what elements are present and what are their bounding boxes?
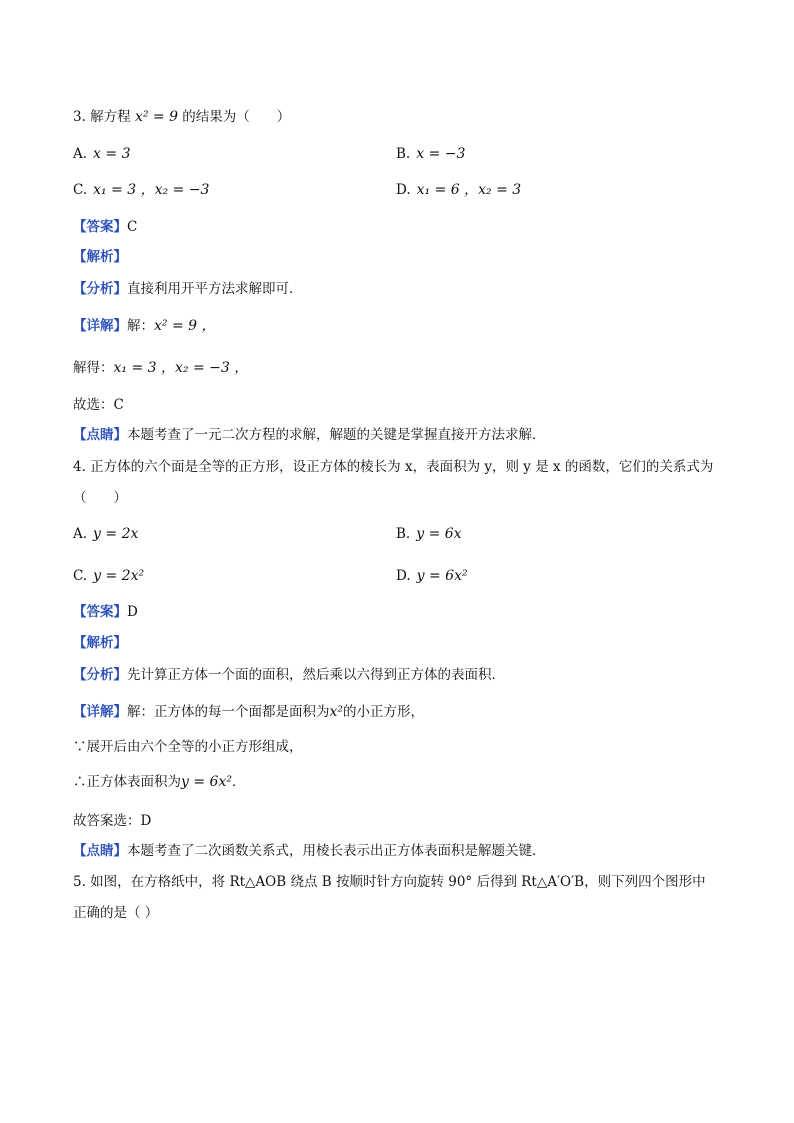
- q3-dianjing: [73, 426, 546, 444]
- q3-jiede-math: x₁ = 3 ，x₂ = −3 ，: [113, 360, 249, 376]
- q4-because: [73, 738, 303, 756]
- q3-option-a-text: x = 3: [93, 146, 131, 162]
- q3-fenxi-tag: 【分析】: [73, 281, 127, 297]
- q3-option-b-text: x = −3: [416, 146, 466, 162]
- q4-option-b: [396, 525, 462, 543]
- q3-fenxi: [73, 280, 303, 298]
- q3-option-b-label: B.: [396, 146, 411, 162]
- q4-dianjing: [73, 842, 546, 860]
- q3-jiede: [73, 359, 248, 377]
- q3-xiangjie: [73, 317, 216, 335]
- q3-answer-value: C: [127, 219, 138, 235]
- q3-option-d-label: D.: [396, 182, 411, 198]
- q3-option-c: [73, 181, 209, 199]
- q4-option-d-label: D.: [396, 568, 411, 584]
- q4-xiangjie-tag: 【详解】: [73, 704, 127, 720]
- q3-choice: [73, 396, 124, 414]
- q4-fenxi: [73, 666, 505, 684]
- q4-option-a-text: y = 2x: [93, 526, 139, 542]
- q3-stem: [73, 108, 290, 126]
- q4-option-b-label: B.: [396, 526, 411, 542]
- q4-stem-line1: [73, 458, 713, 476]
- q5-stem-text-2: 正确的是（ ）: [73, 905, 159, 921]
- q3-xiangjie-pre: 解：: [127, 318, 154, 334]
- q5-stem-text-1: 5. 如图，在方格纸中，将 Rt△AOB 绕点 B 按顺时针方向旋转 90° 后得到 Rt△A′O′B，则下列四个图形中: [73, 874, 706, 890]
- q4-xiangjie-math: x²: [329, 704, 344, 720]
- q3-answer: [73, 218, 137, 236]
- q4-choice-text: 故答案选：D: [73, 813, 152, 829]
- q4-therefore-post: ．: [231, 774, 246, 790]
- q3-option-a: [73, 145, 130, 163]
- q4-option-a: [73, 525, 138, 543]
- q3-option-d-text: x₁ = 6 ，x₂ = 3: [416, 182, 522, 198]
- q3-xiangjie-tag: 【详解】: [73, 318, 127, 334]
- q4-xiangjie-pre: 解：正方体的每一个面都是面积为: [127, 704, 330, 720]
- q4-stem-text-1: 4. 正方体的六个面是全等的正方形，设正方体的棱长为 x，表面积为 y，则 y 是 x 的函数，它们的关系式为: [73, 459, 714, 475]
- q4-stem-text-2: （ ）: [73, 490, 127, 506]
- q4-option-c: [73, 567, 144, 585]
- q4-analysis-tag: 【解析】: [73, 635, 127, 651]
- q4-therefore-pre: ∴正方体表面积为: [73, 774, 181, 790]
- q4-therefore-math: y = 6x²: [181, 774, 232, 790]
- q4-answer-tag: 【答案】: [73, 604, 127, 620]
- q4-option-b-text: y = 6x: [416, 526, 462, 542]
- q3-stem-math: x² = 9: [134, 109, 179, 125]
- q4-dianjing-tag: 【点睛】: [73, 843, 127, 859]
- q3-option-c-label: C.: [73, 182, 88, 198]
- q4-xiangjie-post: 的小正方形，: [343, 704, 425, 720]
- q3-answer-tag: 【答案】: [73, 219, 127, 235]
- q4-option-c-text: y = 2x²: [93, 568, 145, 584]
- q3-stem-pre: 3. 解方程: [73, 109, 135, 125]
- q4-because-text: ∵展开后由六个全等的小正方形组成，: [73, 739, 303, 755]
- q4-dianjing-text: 本题考查了二次函数关系式，用棱长表示出正方体表面积是解题关键．: [127, 843, 546, 859]
- q3-analysis-heading: [73, 248, 127, 266]
- q4-answer: [73, 603, 138, 621]
- q4-fenxi-text: 先计算正方体一个面的面积，然后乘以六得到正方体的表面积．: [127, 667, 505, 683]
- q3-choice-text: 故选：C: [73, 397, 124, 413]
- q4-fenxi-tag: 【分析】: [73, 667, 127, 683]
- q4-stem-line2: [73, 489, 127, 507]
- q3-stem-post: 的结果为（ ）: [178, 109, 291, 125]
- q3-option-b: [396, 145, 465, 163]
- q4-option-c-label: C.: [73, 568, 88, 584]
- q3-option-d: [396, 181, 521, 199]
- q3-fenxi-text: 直接利用开平方法求解即可．: [127, 281, 303, 297]
- q4-answer-value: D: [127, 604, 138, 620]
- q5-stem-line1: [73, 873, 706, 891]
- q4-choice: [73, 812, 151, 830]
- q3-option-c-text: x₁ = 3 ，x₂ = −3: [93, 182, 210, 198]
- q5-stem-line2: [73, 904, 158, 922]
- q4-xiangjie: [73, 703, 424, 721]
- q4-option-d-text: y = 6x²: [416, 568, 468, 584]
- q3-analysis-tag: 【解析】: [73, 249, 127, 265]
- q3-option-a-label: A.: [73, 146, 88, 162]
- q3-jiede-pre: 解得：: [73, 360, 114, 376]
- q3-dianjing-tag: 【点睛】: [73, 427, 127, 443]
- q4-therefore: [73, 773, 245, 791]
- q4-option-a-label: A.: [73, 526, 88, 542]
- q4-analysis-heading: [73, 634, 127, 652]
- q3-dianjing-text: 本题考查了一元二次方程的求解，解题的关键是掌握直接开方法求解．: [127, 427, 546, 443]
- q3-xiangjie-math: x² = 9 ，: [154, 318, 216, 334]
- q4-option-d: [396, 567, 468, 585]
